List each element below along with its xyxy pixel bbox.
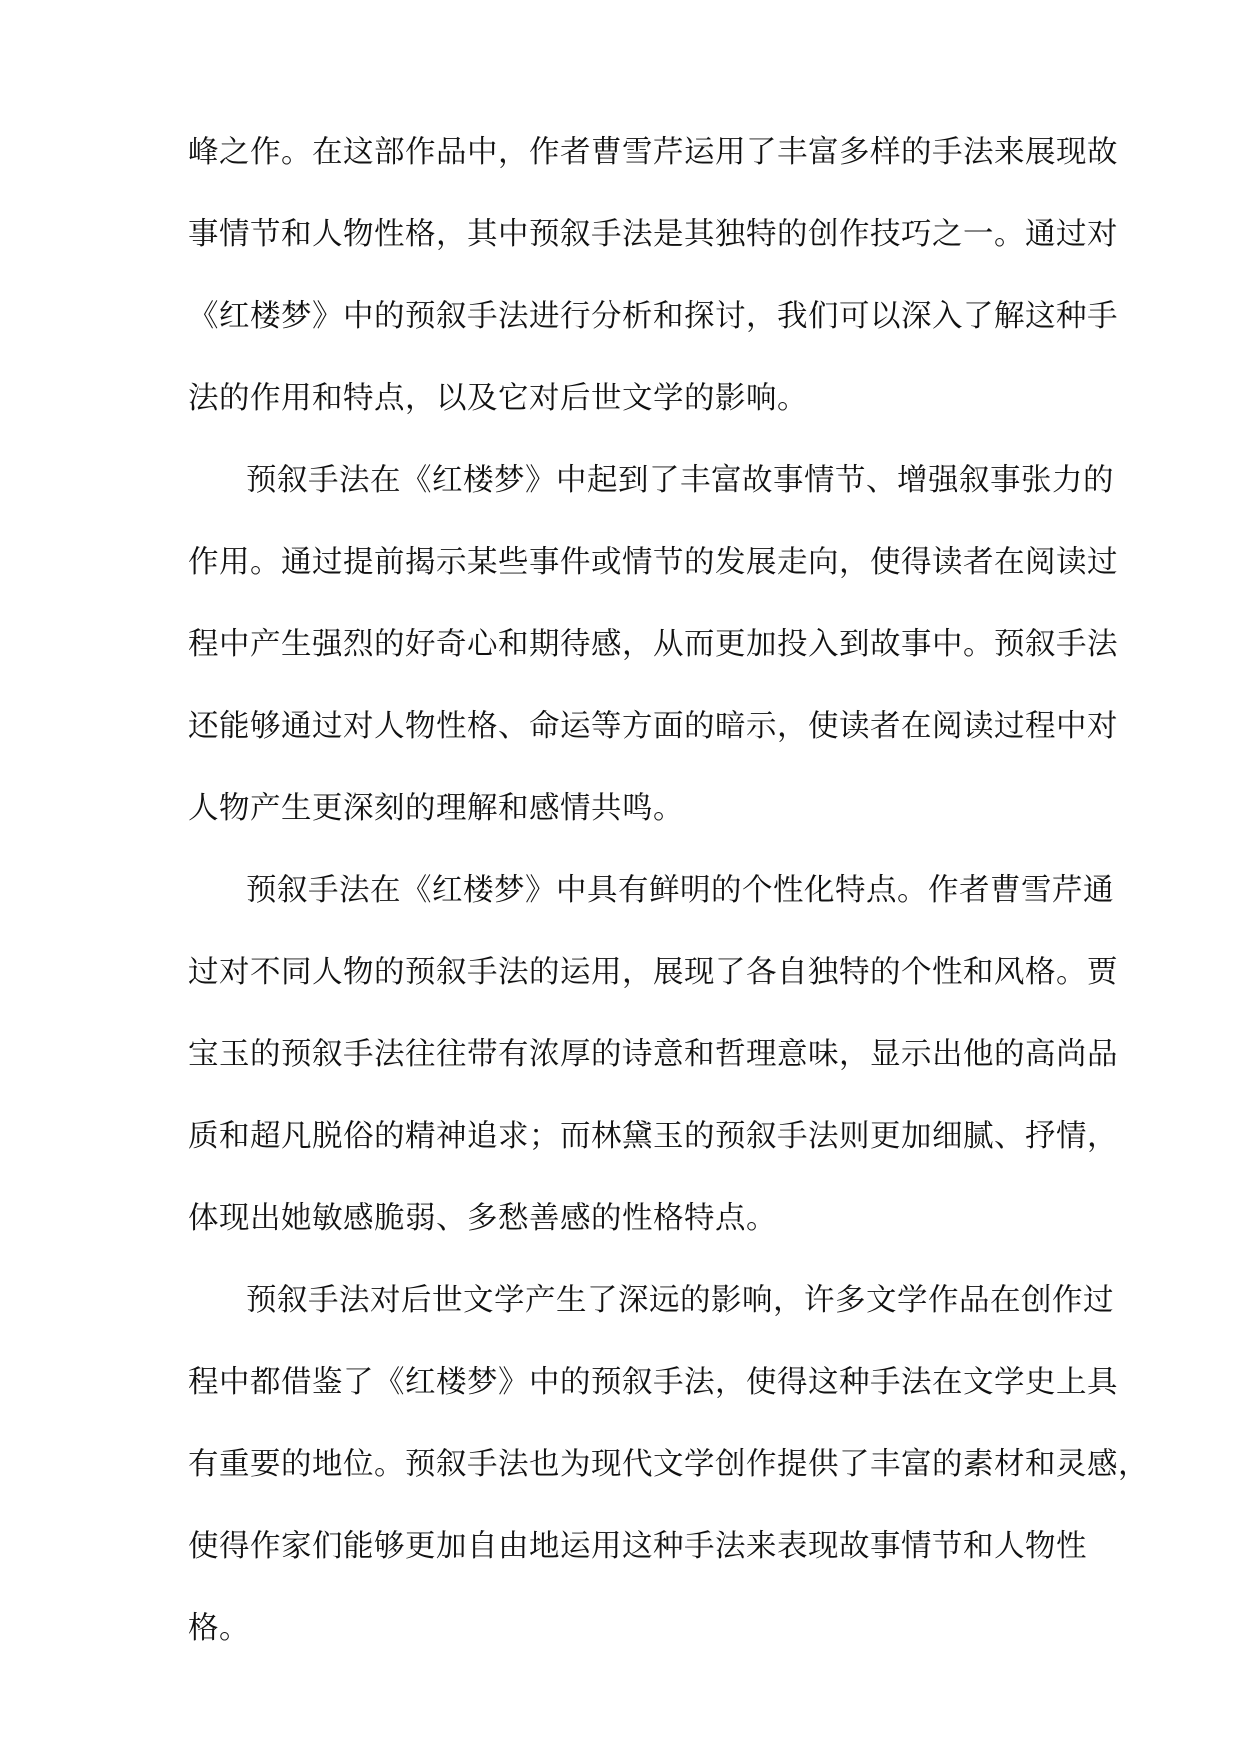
paragraph-3-line-4: 质和超凡脱俗的精神追求；而林黛玉的预叙手法则更加细腻、抒情， [188,1119,1118,1154]
paragraph-2-line-1: 预叙手法在《红楼梦》中起到了丰富故事情节、增强叙事张力的 [246,463,1114,498]
paragraph-3-line-5: 体现出她敏感脆弱、多愁善感的性格特点。 [188,1201,777,1236]
paragraph-4-line-1: 预叙手法对后世文学产生了深远的影响，许多文学作品在创作过 [246,1283,1114,1318]
paragraph-2-line-2: 作用。通过提前揭示某些事件或情节的发展走向，使得读者在阅读过 [188,545,1118,580]
paragraph-2-line-3: 程中产生强烈的好奇心和期待感，从而更加投入到故事中。预叙手法 [188,627,1118,662]
paragraph-4-line-2: 程中都借鉴了《红楼梦》中的预叙手法，使得这种手法在文学史上具 [188,1365,1118,1400]
paragraph-1-line-3: 《红楼梦》中的预叙手法进行分析和探讨，我们可以深入了解这种手 [188,299,1118,334]
paragraph-2-line-5: 人物产生更深刻的理解和感情共鸣。 [188,791,684,826]
paragraph-1-line-4: 法的作用和特点，以及它对后世文学的影响。 [188,381,808,416]
paragraph-3-line-3: 宝玉的预叙手法往往带有浓厚的诗意和哲理意味，显示出他的高尚品 [188,1037,1118,1072]
paragraph-3-line-1: 预叙手法在《红楼梦》中具有鲜明的个性化特点。作者曹雪芹通 [246,873,1114,908]
paragraph-3-line-2: 过对不同人物的预叙手法的运用，展现了各自独特的个性和风格。贾 [188,955,1118,990]
paragraph-4-line-4: 使得作家们能够更加自由地运用这种手法来表现故事情节和人物性 [188,1529,1087,1564]
paragraph-1-line-1: 峰之作。在这部作品中，作者曹雪芹运用了丰富多样的手法来展现故 [188,135,1118,170]
paragraph-4-line-3: 有重要的地位。预叙手法也为现代文学创作提供了丰富的素材和灵感， [188,1447,1149,1482]
paragraph-4-line-5: 格。 [188,1611,250,1646]
paragraph-1-line-2: 事情节和人物性格，其中预叙手法是其独特的创作技巧之一。通过对 [188,217,1118,252]
paragraph-2-line-4: 还能够通过对人物性格、命运等方面的暗示，使读者在阅读过程中对 [188,709,1118,744]
